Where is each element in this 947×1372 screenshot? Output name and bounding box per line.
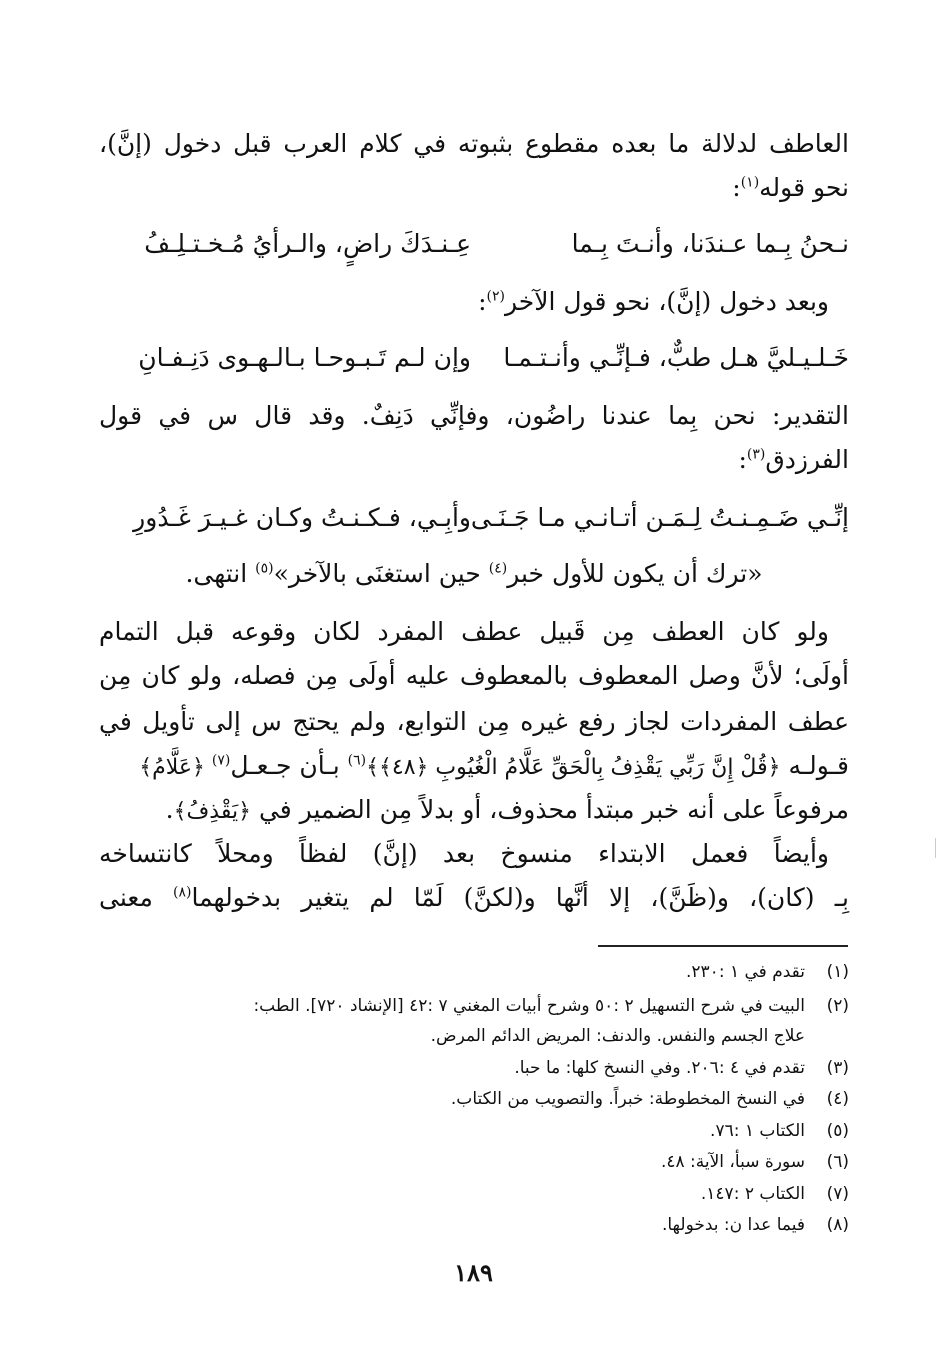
- footnote-number: (٤): [826, 1089, 849, 1109]
- footnote-number: (٥): [826, 1121, 849, 1141]
- footnote-2: [99, 992, 849, 1020]
- line-5-text: الفرزدق: [765, 445, 849, 474]
- body-line-3: [79, 284, 829, 320]
- verse-1-first-hemistich: نـحنُ بِـما عـندَنا، وأنـتَ بِـما: [571, 229, 849, 258]
- footnote-text: في النسخ المخطوطة: خبراً. والتصويب من الكتاب.: [450, 1089, 805, 1109]
- footnote-5: [99, 1117, 849, 1145]
- footnote-4: [99, 1085, 849, 1113]
- footnote-3: [99, 1054, 849, 1082]
- body-line-7: ولو كان العطف مِن قَبيل عطف المفرد لكان وقوعه قبل التمام: [99, 617, 829, 646]
- line-3-colon: :: [478, 287, 487, 316]
- footnote-number: (١): [826, 962, 849, 982]
- body-line-12: وأيضاً فعمل الابتداء منسوخ بعد (إنَّ) لفظاً ومحلاً كانتساخه: [99, 839, 829, 868]
- verse-3-second-hemistich: وأبِـي، فـكـنـتُ وكـان غـيـرَ غَـدُورِ: [133, 503, 471, 532]
- quran-word-yaqdhifu: ﴿يَقْذِفُ﴾: [173, 799, 251, 824]
- line-10-text-2: بـأن جـعـل: [230, 751, 348, 780]
- footnote-ref-3[interactable]: (٣): [746, 446, 766, 463]
- line-11-end: .: [165, 795, 174, 824]
- body-line-13: [99, 880, 849, 916]
- verse-2-second-hemistich: وإن لـم تَـبـوحـا بـالـهـوى دَنِـفـانِ: [138, 343, 471, 372]
- body-line-9: عطف المفردات لجاز رفع غيره مِن التوابع، ولم يحتج س إلى تأويل في: [99, 707, 849, 736]
- footnote-6: [99, 1148, 849, 1176]
- footnote-text: البيت في شرح التسهيل ٢ :٥٠ وشرح أبيات المغني ٧ :٤٢ [الإنشاد ٧٢٠]. الطب:: [253, 996, 805, 1016]
- footnote-text: سورة سبأ، الآية: ٤٨.: [660, 1152, 805, 1172]
- line-5-colon: :: [738, 445, 747, 474]
- verse-3-first-hemistich: إنِّـي ضَـمِـنـتُ لِـمَـن أتـانـي مـا جَـنَـى: [470, 503, 849, 532]
- footnote-text: الكتاب ٢ :١٤٧.: [700, 1184, 805, 1204]
- quran-word-allam: ﴿عَلَّامُ﴾: [139, 755, 212, 780]
- footnote-ref-6[interactable]: (٦): [347, 752, 367, 769]
- footnote-1: [99, 958, 849, 986]
- verse-1-second-hemistich: عِـنـدَكَ راضٍ، والـرأيُ مُـخـتـلِـفُ: [144, 229, 471, 258]
- footnote-ref-5[interactable]: (٥): [255, 560, 274, 577]
- quotation-text-2: حين استغنَى بالآخر»: [273, 559, 489, 588]
- footnote-7: [99, 1180, 849, 1208]
- footnote-separator: [598, 945, 848, 947]
- body-line-8: أولَى؛ لأنَّ وصل المعطوف بالمعطوف عليه أولَى مِن فصله، ولو كان مِن: [99, 661, 849, 690]
- footnote-number: (٦): [826, 1152, 849, 1172]
- footnote-ref-2[interactable]: (٢): [486, 288, 505, 305]
- footnote-ref-8[interactable]: (٨): [173, 884, 192, 901]
- quotation-text-1: «ترك أن يكون للأول خبر: [507, 559, 763, 588]
- body-line-4: التقدير: نحن بِما عندنا راضُون، وفإنِّي دَنِفٌ. وقد قال س في قول: [99, 401, 849, 430]
- line-13-text: بِـ (كان)، و(ظَنَّ)، إلا أنَّها و(لكنَّ) لَمّا لم يتغير بدخولهما: [191, 883, 850, 912]
- body-line-10: [99, 748, 849, 786]
- line-10-text-1: قـولـه: [788, 751, 849, 780]
- footnote-ref-1[interactable]: (١): [740, 174, 760, 191]
- footnote-ref-4[interactable]: (٤): [488, 560, 508, 577]
- verse-2-first-hemistich: خَـلـيـليَّ هـل طبٌّ، فـإنِّـي وأنـتـمـا: [503, 343, 849, 372]
- footnote-number: (٣): [826, 1058, 849, 1078]
- margin-mark: [935, 838, 936, 858]
- quotation-line: [99, 556, 849, 592]
- footnote-ref-7[interactable]: (٧): [211, 752, 231, 769]
- footnote-number: (٢): [826, 996, 849, 1016]
- line-11-text: مرفوعاً على أنه خبر مبتدأ محذوف، أو بدلاً مِن الضمير في: [251, 795, 849, 824]
- footnote-number: (٧): [826, 1184, 849, 1204]
- line-13-end: معنى: [99, 883, 173, 912]
- quotation-text-3: انتهى.: [185, 559, 256, 588]
- footnote-text: فيما عدا ن: بدخولها.: [661, 1215, 805, 1235]
- footnote-text: تقدم في ٤ :٢٠٦. وفي النسخ كلها: ما حبا.: [514, 1058, 805, 1078]
- footnote-2-continuation: علاج الجسم والنفس. والدنف: المريض الدائم المرض.: [430, 1026, 805, 1046]
- line-3-text: وبعد دخول (إنَّ)، نحو قول الآخر: [505, 287, 829, 316]
- body-line-2: [99, 170, 849, 206]
- body-line-1: العاطف لدلالة ما بعده مقطوع بثبوته في كلام العرب قبل دخول (إنَّ)،: [99, 129, 849, 158]
- footnote-text: تقدم في ١ :٢٣٠.: [686, 962, 805, 982]
- line-2-text: نحو قوله: [759, 173, 849, 202]
- footnote-8: [99, 1211, 849, 1239]
- footnote-number: (٨): [826, 1215, 849, 1235]
- body-line-11: [99, 792, 849, 830]
- quran-verse-quote: ﴿قُلْ إِنَّ رَبِّي يَقْذِفُ بِالْحَقِّ عَلَّامُ الْغُيُوبِ ﴿٤٨﴾﴾: [366, 755, 781, 780]
- footnote-text: الكتاب ١ :٧٦.: [710, 1121, 805, 1141]
- page-number: ١٨٩: [454, 1258, 493, 1287]
- line-2-colon: :: [732, 173, 741, 202]
- body-line-5: [99, 442, 849, 478]
